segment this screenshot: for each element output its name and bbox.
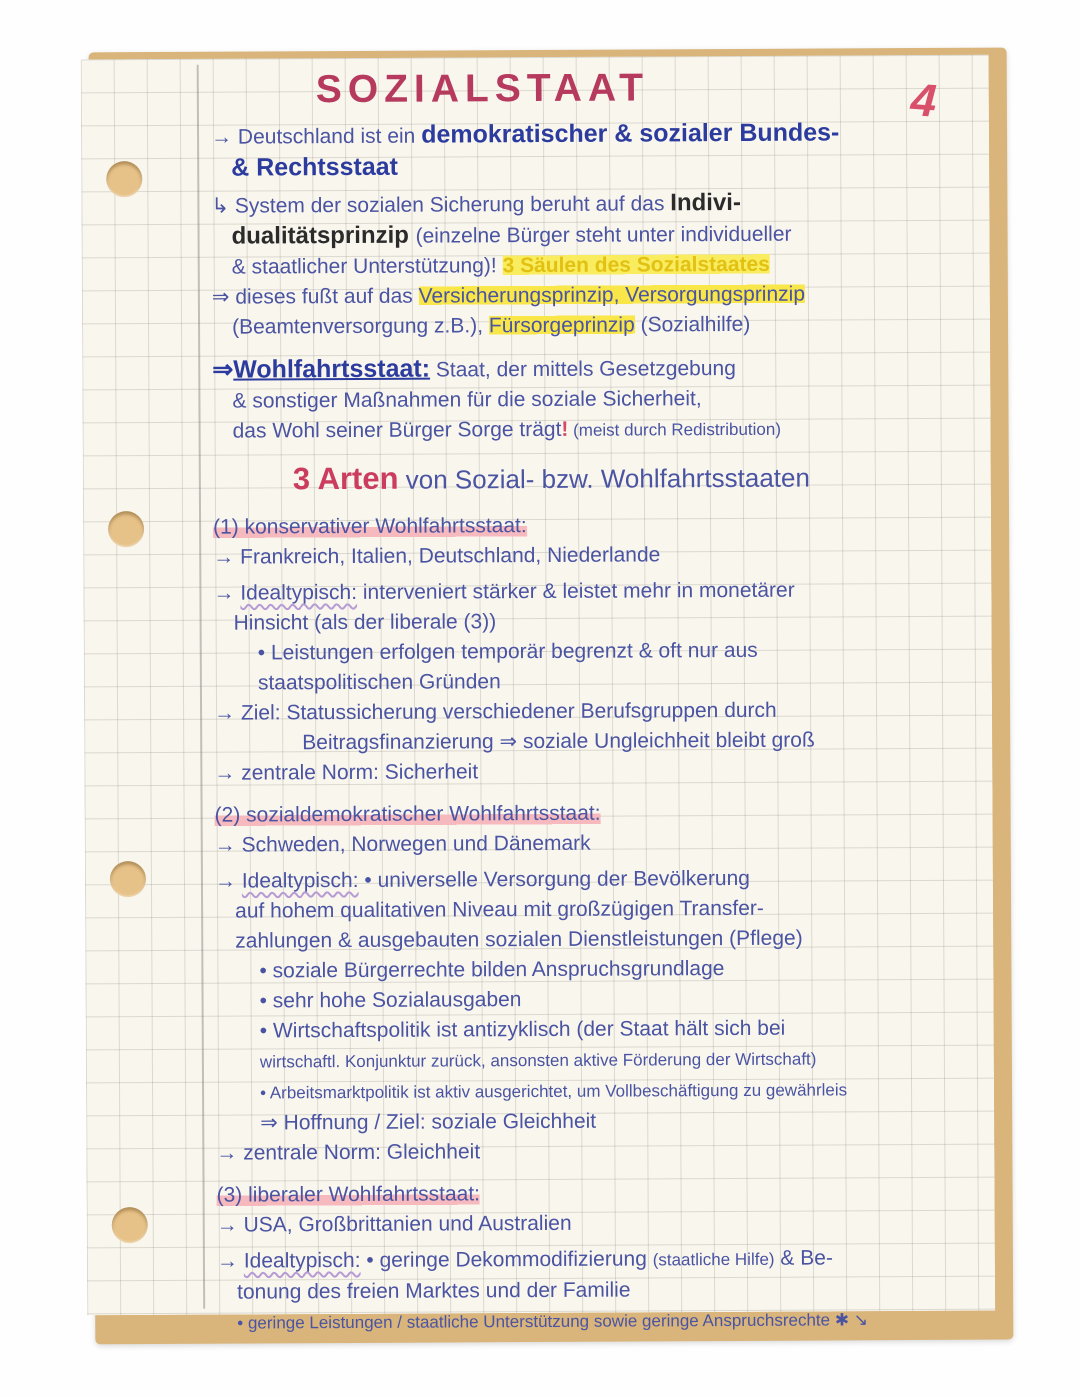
section-3-bullet-1 — [237, 1304, 991, 1339]
note-text: (2) sozialdemokratischer Wohlfahrtsstaat: — [214, 801, 601, 827]
notebook-page — [81, 55, 996, 1333]
section-1-ziel-2 — [302, 725, 988, 759]
note-text: interveniert stärker & leistet mehr in monetärer — [356, 578, 795, 604]
system-line-3 — [232, 249, 986, 283]
note-text: Fürsorgeprinzip — [488, 313, 635, 338]
section-1-ziel-1 — [214, 695, 988, 729]
section-2-hoffnung — [260, 1105, 990, 1139]
note-text: • sehr hohe Sozialausgaben — [259, 988, 522, 1013]
prinzipien-line-2 — [232, 309, 986, 343]
note-text: • Arbeitsmarktpolitik ist aktiv ausgerichtet, um Vollbeschäftigung zu gewährleis — [260, 1080, 848, 1103]
note-text: • Wirtschaftspolitik ist antizyklisch (der Staat hält sich bei — [259, 1016, 786, 1043]
note-text: (1) konservativer Wohlfahrtsstaat: — [213, 514, 527, 539]
note-text: ⇒ — [212, 355, 234, 384]
section-1-bullet-1b — [258, 665, 988, 699]
prinzipien-line-1 — [212, 279, 986, 313]
section-1-ideal-2 — [234, 605, 988, 639]
note-text: 3 Arten — [292, 460, 399, 497]
note-text: 3 Säulen des Sozialstaates — [502, 252, 770, 278]
note-text: Idealtypisch: — [240, 580, 358, 605]
note-text: (Beamtenversorgung z.B.), — [231, 314, 489, 339]
section-3-countries — [217, 1207, 991, 1241]
system-line-1 — [211, 187, 985, 222]
section-2-bullet-3b — [260, 1043, 990, 1078]
note-text: ! — [561, 417, 569, 441]
section-1-heading — [213, 509, 987, 543]
note-text: demokratischer & sozialer Bundes- — [421, 118, 840, 149]
note-text: → USA, Großbrittanien und Australien — [216, 1211, 572, 1237]
note-text: (einzelne Bürger steht unter individueller — [415, 222, 792, 248]
note-text: (staatliche Hilfe) — [652, 1249, 775, 1270]
note-text: & staatlicher Unterstützung)! — [231, 254, 503, 279]
page-number: 4 — [909, 73, 939, 127]
note-text: • soziale Bürgerrechte bilden Anspruchsgrundlage — [259, 957, 725, 983]
note-text: dualitätsprinzip — [231, 221, 416, 250]
note-text: → — [213, 581, 241, 605]
note-text: Beitragsfinanzierung ⇒ soziale Ungleichheit bleibt groß — [302, 728, 815, 755]
note-text: Hinsicht (als der liberale (3)) — [233, 610, 497, 635]
note-text: auf hohem qualitativen Niveau mit großzügigen Transfer- — [235, 896, 764, 923]
section-2-ideal-2 — [235, 893, 989, 927]
section-1-bullet-1a — [258, 635, 988, 669]
section-2-ideal-3 — [235, 923, 989, 957]
note-text: ⇒ dieses fußt auf das — [211, 284, 419, 309]
section-1-ideal-1 — [213, 575, 987, 609]
section-2-countries — [215, 827, 989, 861]
note-text: Versicherungsprinzip, Versorgungsprinzip — [418, 282, 806, 308]
note-text: → — [214, 869, 242, 893]
note-text: → zentrale Norm: Gleichheit — [216, 1140, 481, 1165]
note-text: Indivi- — [670, 188, 741, 217]
section-2-norm — [216, 1135, 990, 1169]
note-text: → Deutschland ist ein — [210, 124, 422, 149]
intro-line-2 — [231, 149, 985, 185]
note-text: ↳ System der sozialen Sicherung beruht auf das — [211, 192, 671, 218]
note-text: (Sozialhilfe) — [634, 312, 751, 337]
note-text: → — [216, 1249, 244, 1273]
note-text: tonung des freien Marktes und der Familie — [237, 1278, 631, 1304]
section-1-norm — [214, 755, 988, 789]
system-line-2 — [231, 218, 985, 253]
section-2-bullet-4 — [260, 1074, 990, 1109]
note-text: → Schweden, Norwegen und Dänemark — [214, 831, 591, 857]
section-2-ideal-1 — [215, 863, 989, 897]
note-text: Wohlfahrtsstaat: — [233, 354, 431, 384]
wohlfahrt-def-3 — [233, 413, 987, 448]
section-3-ideal-1 — [217, 1243, 991, 1278]
wohlfahrt-def-2 — [232, 383, 986, 417]
note-text: wirtschaftl. Konjunktur zurück, ansonsten aktive Förderung der Wirtschaft) — [259, 1049, 817, 1072]
hole-punch — [106, 161, 142, 197]
note-text: Staat, der mittels Gesetzgebung — [429, 356, 736, 382]
note-text: Idealtypisch: — [241, 868, 359, 893]
note-content — [211, 65, 992, 1339]
section-2-heading — [215, 797, 989, 831]
note-text: & sonstiger Maßnahmen für die soziale Sicherheit, — [232, 387, 702, 413]
note-text: zahlungen & ausgebauten sozialen Dienstleistungen (Pflege) — [235, 926, 803, 953]
wohlfahrt-def-1 — [212, 351, 986, 387]
note-text: staatspolitischen Gründen — [257, 670, 501, 695]
note-text: & Rechtsstaat — [231, 152, 399, 182]
note-lines — [211, 117, 991, 1339]
note-text: Idealtypisch: — [243, 1248, 361, 1273]
note-text: • Leistungen erfolgen temporär begrenzt & oft nur aus — [257, 638, 758, 665]
note-text: → zentrale Norm: Sicherheit — [214, 760, 479, 785]
note-text: (meist durch Redistribution) — [568, 419, 782, 440]
note-text: → Frankreich, Italien, Deutschland, Niederlande — [213, 543, 661, 569]
margin-line — [197, 65, 206, 1309]
hole-punch — [112, 1207, 148, 1243]
section-2-bullet-2 — [260, 983, 990, 1017]
page-title: SOZIALSTAAT — [315, 66, 650, 112]
note-text: & Be- — [774, 1246, 833, 1270]
hole-punch — [110, 861, 146, 897]
section-1-countries — [213, 539, 987, 573]
note-text: (3) liberaler Wohlfahrtsstaat: — [216, 1182, 481, 1207]
section-3-ideal-2 — [237, 1274, 991, 1308]
note-text: • geringe Leistungen / staatliche Unterstützung sowie geringe Anspruchsrechte ✱ ↘ — [237, 1310, 869, 1333]
intro-line-1 — [211, 117, 985, 153]
note-text: das Wohl seiner Bürger Sorge trägt — [232, 417, 562, 443]
note-text: • universelle Versorgung der Bevölkerung — [358, 866, 751, 892]
section-2-bullet-1 — [259, 953, 989, 987]
note-text: → Ziel: Statussicherung verschiedener Berufsgruppen durch — [214, 698, 777, 725]
note-text: von Sozial- bzw. Wohlfahrtsstaaten — [398, 462, 810, 495]
hole-punch — [108, 511, 144, 547]
note-text: • geringe Dekommodifizierung — [360, 1247, 653, 1272]
section-3-heading — [217, 1177, 991, 1211]
section-2-bullet-3a — [260, 1013, 990, 1047]
arten-heading — [293, 456, 987, 501]
note-text: ⇒ Hoffnung / Ziel: soziale Gleichheit — [260, 1109, 597, 1135]
